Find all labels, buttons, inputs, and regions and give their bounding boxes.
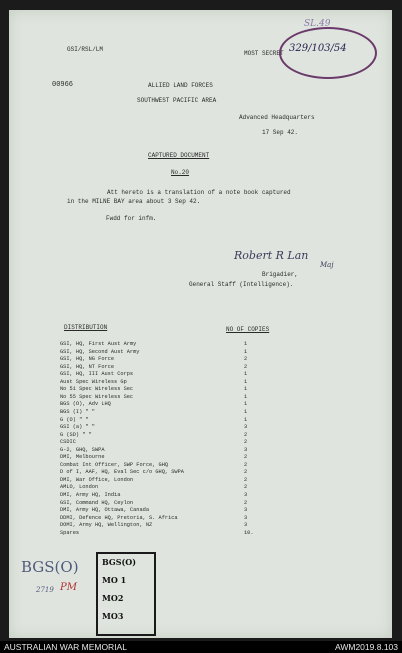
distribution-row xyxy=(60,349,260,356)
distribution-row xyxy=(60,462,260,469)
distribution-row xyxy=(60,439,260,446)
hq-title: Advanced Headquarters xyxy=(239,114,315,121)
stamp-code: SL.49 xyxy=(304,19,331,29)
copies-count: 2 xyxy=(244,431,248,438)
distribution-row xyxy=(60,447,260,454)
distribution-row xyxy=(60,469,260,476)
distribution-row xyxy=(60,386,260,393)
copies-count: 1 xyxy=(244,378,248,385)
recipient-label: CSDIC xyxy=(60,439,76,446)
recipient-label: GSI, Command HQ, Ceylon xyxy=(60,499,134,506)
copies-count: 1 xyxy=(244,393,248,400)
forwarding-note: Fwdd for infm. xyxy=(106,215,157,222)
copies-count: 1 xyxy=(244,348,248,355)
recipient-label: Spares xyxy=(60,529,80,536)
footer-bar xyxy=(0,641,402,653)
recipient-label: DMI, Army HQ, India xyxy=(60,492,121,498)
copies-count: 1 xyxy=(244,386,248,393)
document-heading: CAPTURED DOCUMENT xyxy=(148,152,210,159)
margin-number: 2719 xyxy=(36,586,54,594)
recipient-label: No 51 Spec Wireless Sec xyxy=(60,386,134,393)
body-text-line-1: Att hereto is a translation of a note book captured xyxy=(107,189,291,196)
recipient-label: DDMI, Defence HQ, Pretoria, S. Africa xyxy=(60,514,178,521)
distribution-row xyxy=(60,409,260,416)
copies-count: 3 xyxy=(244,446,248,453)
copies-count: 3 xyxy=(244,507,248,514)
distribution-heading: DISTRIBUTION xyxy=(64,324,108,331)
issue-date: 17 Sep 42. xyxy=(262,129,299,136)
recipient-label: DMI, War Office, London xyxy=(60,476,134,483)
copies-count: 1 xyxy=(244,401,248,408)
distribution-row xyxy=(60,394,260,401)
recipient-label: DOMI, Army HQ, Wellington, NZ xyxy=(60,522,153,529)
signatory-title: General Staff (Intelligence). xyxy=(189,281,294,288)
classification-label: MOST SECRET xyxy=(244,50,284,57)
recipient-label: BGS (O), Adv LHQ xyxy=(60,401,111,408)
copies-count: 2 xyxy=(244,454,248,461)
copies-count: 3 xyxy=(244,514,248,521)
distribution-row xyxy=(60,530,260,537)
copies-count: 2 xyxy=(244,484,248,491)
distribution-row xyxy=(60,492,260,499)
recipient-label: GSI, HQ, NT Force xyxy=(60,363,115,370)
copies-count: 2 xyxy=(244,356,248,363)
distribution-row xyxy=(60,522,260,529)
copies-count: 1 xyxy=(244,341,248,347)
recipient-label: GSI, HQ, First Aust Army xyxy=(60,341,137,347)
distribution-row xyxy=(60,401,260,408)
recipient-label: D of I, AAF, HQ, Eval Sec c/o GHQ, SWPA xyxy=(60,469,184,476)
recipient-label: AMLO, London xyxy=(60,484,99,491)
recipient-label: GSI, HQ, NG Force xyxy=(60,356,115,363)
recipient-label: G-2, GHQ, SWPA xyxy=(60,446,105,453)
distribution-row xyxy=(60,454,260,461)
recipient-label: BGS (I) " " xyxy=(60,408,95,415)
distribution-row xyxy=(60,432,260,439)
routing-box xyxy=(96,552,156,636)
copies-count: 3 xyxy=(244,522,248,529)
recipient-label: GSI, HQ, III Aust Corps xyxy=(60,371,134,378)
signature: Robert R Lan xyxy=(234,249,309,262)
distribution-row xyxy=(60,424,260,431)
copies-count: 1 xyxy=(244,371,248,378)
distribution-row xyxy=(60,356,260,363)
stamp-number: 329/103/54 xyxy=(289,43,347,54)
recipient-label: No 55 Spec Wireless Sec xyxy=(60,393,134,400)
recipient-label: Combat Int Officer, SWP Force, GHQ xyxy=(60,461,169,468)
copies-count: 1 xyxy=(244,408,248,415)
document-number: 00966 xyxy=(52,81,74,89)
footer-institution: AUSTRALIAN WAR MEMORIAL xyxy=(4,642,127,652)
copies-count: 3 xyxy=(244,424,248,431)
recipient-label: G (O) " " xyxy=(60,416,89,423)
recipient-label: G (SD) " " xyxy=(60,431,92,438)
distribution-row xyxy=(60,507,260,514)
copies-count: 1 xyxy=(244,416,248,423)
document-serial: No.20 xyxy=(171,169,190,176)
recipient-label: Aust Spec Wireless Gp xyxy=(60,378,127,385)
distribution-row xyxy=(60,417,260,424)
margin-note: BGS(O) xyxy=(21,558,79,576)
copies-count: 2 xyxy=(244,469,248,476)
signature-rank: Maj xyxy=(320,261,334,269)
distribution-row xyxy=(60,515,260,522)
copies-count: 2 xyxy=(244,499,248,506)
recipient-label: GSI, HQ, Second Aust Army xyxy=(60,348,140,355)
routing-line-3: MO2 xyxy=(102,593,124,603)
copies-count: 2 xyxy=(244,461,248,468)
distribution-row xyxy=(60,371,260,378)
routing-line-4: MO3 xyxy=(102,611,124,621)
distribution-row xyxy=(60,477,260,484)
distribution-row xyxy=(60,500,260,507)
copies-count: 3 xyxy=(244,492,248,498)
copies-count: 2 xyxy=(244,439,248,446)
margin-initials: PM xyxy=(60,582,77,593)
body-text-line-2: in the MILNE BAY area about 3 Sep 42. xyxy=(67,198,201,205)
file-reference: GSI/RSL/LM xyxy=(67,46,104,53)
copies-count: 10. xyxy=(244,529,254,536)
distribution-row xyxy=(60,341,260,348)
signatory-rank: Brigadier, xyxy=(262,271,299,278)
recipient-label: GSI (a) " " xyxy=(60,424,95,431)
routing-line-1: BGS(O) xyxy=(102,557,137,567)
distribution-row xyxy=(60,379,260,386)
area-title: SOUTHWEST PACIFIC AREA xyxy=(137,97,217,104)
routing-line-2: MO 1 xyxy=(102,575,127,585)
recipient-label: DMI, Army HQ, Ottawa, Canada xyxy=(60,507,150,514)
distribution-row xyxy=(60,484,260,491)
footer-accession: AWM2019.8.103 xyxy=(335,642,398,652)
recipient-label: DMI, Melbourne xyxy=(60,454,105,461)
org-title: ALLIED LAND FORCES xyxy=(148,82,213,89)
copies-heading: NO OF COPIES xyxy=(226,326,270,333)
distribution-row xyxy=(60,364,260,371)
copies-count: 2 xyxy=(244,363,248,370)
copies-count: 2 xyxy=(244,476,248,483)
